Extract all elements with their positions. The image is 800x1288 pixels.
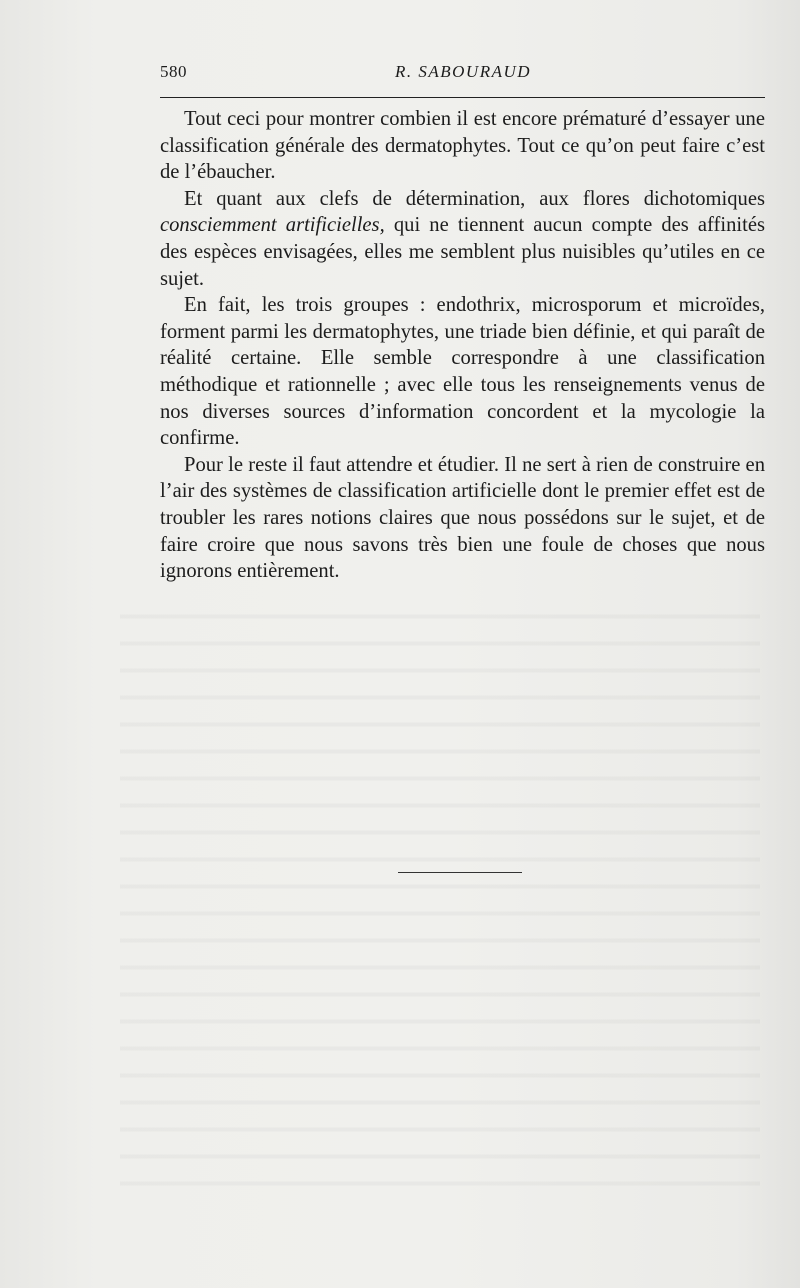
paragraph-2-start: Et quant aux clefs de détermination, aux flores dichotomiques xyxy=(184,187,765,210)
paragraph-2 xyxy=(160,186,765,292)
page-header xyxy=(160,62,765,88)
paragraph-2-end: qui ne tiennent aucun compte des affinités des espèces envisagées, elles me semblent plus nuisibles qu’utiles en ce sujet. xyxy=(160,214,766,290)
section-end-rule xyxy=(398,872,522,873)
paragraph-4: Pour le reste il faut attendre et étudier. Il ne sert à rien de construire en l’air des systèmes de classification artificielle dont le premier effet est de troubler les rares notions claires que nous possédons sur le sujet, et de faire croire que nous savons très bien une foule de choses que nous ignorons entièrement. xyxy=(160,453,765,583)
show-through-texture xyxy=(120,600,760,1200)
page-number: 580 xyxy=(160,62,187,81)
paragraph-3: En fait, les trois groupes : endothrix, microsporum et microïdes, forment parmi les dermatophytes, une triade bien définie, et qui paraît de réalité certaine. Elle semble correspondre à une classification méthodique et rationnelle ; avec elle tous les renseignements venus de nos diverses sources d’information concordent et la mycologie la confirme. xyxy=(160,294,765,450)
running-head: R. SABOURAUD xyxy=(395,62,532,81)
paragraph-2-emphasis: consciemment artificielles, xyxy=(160,214,385,237)
paragraph-1: Tout ceci pour montrer combien il est encore prématuré d’essayer une classification générale des dermatophytes. Tout ce qu’on peut faire c’est de l’ébaucher. xyxy=(160,108,765,184)
body-text xyxy=(160,106,765,585)
header-rule xyxy=(160,97,765,98)
